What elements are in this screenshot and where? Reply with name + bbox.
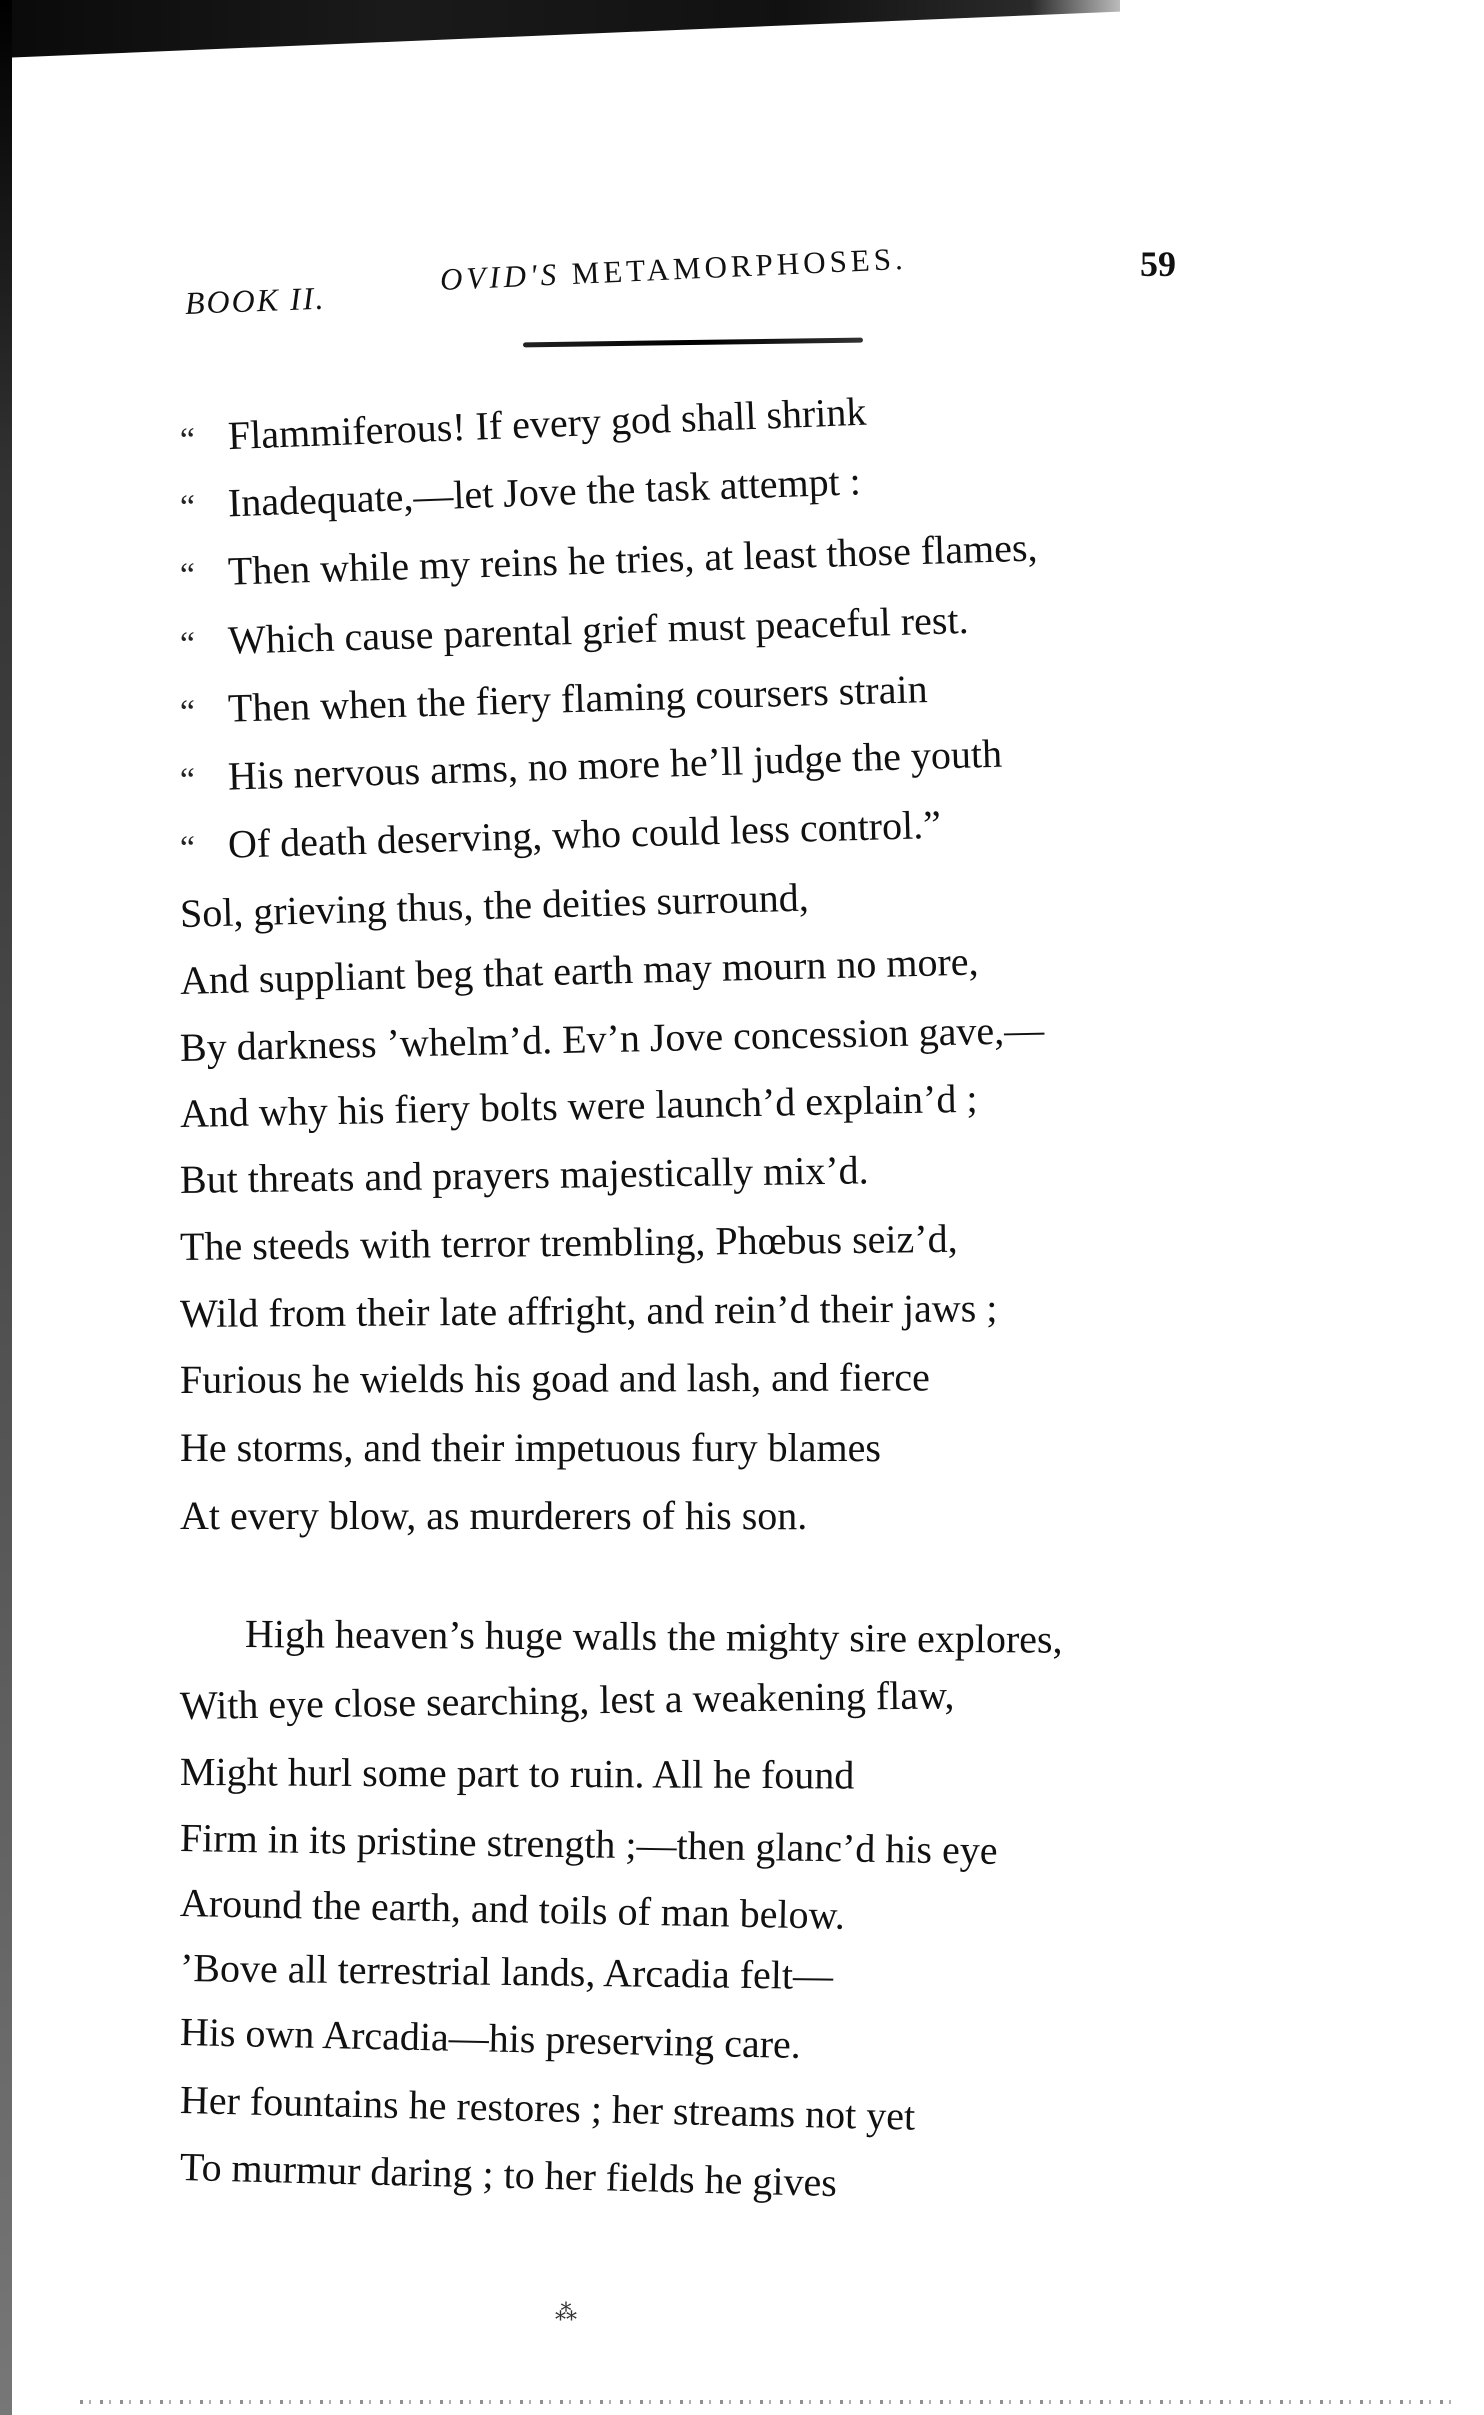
verse-text: Sol, grieving thus, the deities surround, [179, 874, 810, 936]
opening-quote-mark: “ [179, 761, 196, 799]
verse-line [179, 2077, 916, 2139]
verse-line [179, 2009, 802, 2067]
verse-text: Inadequate,—let Jove the task attempt : [227, 458, 862, 526]
opening-quote-mark: “ [179, 625, 196, 663]
verse-line [179, 1354, 930, 1402]
verse-line [179, 388, 868, 459]
verse-line [179, 596, 970, 663]
verse-line [179, 1749, 855, 1798]
verse-text: Which cause parental grief must peaceful rest. [227, 596, 970, 663]
verse-text: And suppliant beg that earth may mourn no more, [179, 938, 980, 1003]
verse-line [179, 1075, 978, 1136]
verse-text: Of death deserving, who could less control.” [227, 801, 942, 867]
verse-line [179, 730, 1003, 799]
verse-text: Might hurl some part to ruin. All he found [179, 1749, 855, 1798]
verse-line [180, 1425, 881, 1470]
verse-text: Firm in its pristine strength ;—then glanc’d his eye [179, 1815, 998, 1873]
page-number: 59 [1140, 244, 1176, 284]
verse-line [179, 938, 980, 1003]
verse-text: Around the earth, and toils of man below. [179, 1880, 846, 1938]
verse-line [179, 1672, 955, 1728]
verse-text: His nervous arms, no more he’ll judge the youth [227, 730, 1003, 799]
opening-quote-mark: “ [179, 488, 196, 526]
running-title-work: METAMORPHOSES. [570, 240, 908, 291]
opening-quote-mark: “ [179, 829, 196, 867]
verse-text: To murmur daring ; to her fields he gives [179, 2144, 838, 2206]
verse-text: By darkness ’whelm’d. Ev’n Jove concession gave,— [179, 1006, 1045, 1070]
verse-line [179, 2144, 838, 2206]
verse-line [179, 666, 929, 731]
verse-text: He storms, and their impetuous fury blames [180, 1425, 881, 1470]
verse-text: And why his fiery bolts were launch’d explain’d ; [179, 1075, 978, 1136]
verse-line [180, 1493, 808, 1538]
verse-line [179, 1880, 846, 1938]
opening-quote-mark: “ [179, 693, 196, 731]
verse-text: The steeds with terror trembling, Phœbus seiz’d, [179, 1215, 958, 1269]
opening-quote-mark: “ [179, 556, 196, 594]
verse-line [179, 1945, 834, 1998]
verse-line [244, 1611, 1063, 1662]
verse-line [179, 1006, 1045, 1070]
verse-line [179, 458, 862, 526]
running-title-author: OVID'S [439, 256, 561, 297]
verse-text: Wild from their late affright, and rein’d their jaws ; [179, 1285, 998, 1336]
verse-text: High heaven’s huge walls the mighty sire explores, [244, 1611, 1063, 1662]
opening-quote-mark: “ [179, 421, 196, 459]
verse-text: His own Arcadia—his preserving care. [179, 2009, 802, 2067]
verse-line [179, 801, 942, 867]
bottom-ornament: ⁂ [555, 2300, 577, 2325]
verse-line [179, 1147, 869, 1202]
verse-text: ’Bove all terrestrial lands, Arcadia felt— [179, 1945, 834, 1998]
verse-text: Flammiferous! If every god shall shrink [227, 388, 868, 459]
verse-text: But threats and prayers majestically mix’d. [179, 1147, 869, 1202]
verse-text: Her fountains he restores ; her streams not yet [179, 2077, 916, 2139]
verse-line [179, 1285, 998, 1336]
verse-line [179, 524, 1039, 594]
verse-text: With eye close searching, lest a weakening flaw, [179, 1672, 955, 1728]
verse-text: Then while my reins he tries, at least those flames, [227, 524, 1039, 594]
verse-line [179, 874, 810, 936]
verse-line [179, 1815, 998, 1873]
book-label: BOOK II. [184, 279, 326, 321]
verse-text: Furious he wields his goad and lash, and fierce [179, 1354, 930, 1402]
verse-text: At every blow, as murderers of his son. [180, 1493, 808, 1538]
verse-line [179, 1215, 958, 1269]
verse-text: Then when the fiery flaming coursers strain [227, 666, 929, 731]
